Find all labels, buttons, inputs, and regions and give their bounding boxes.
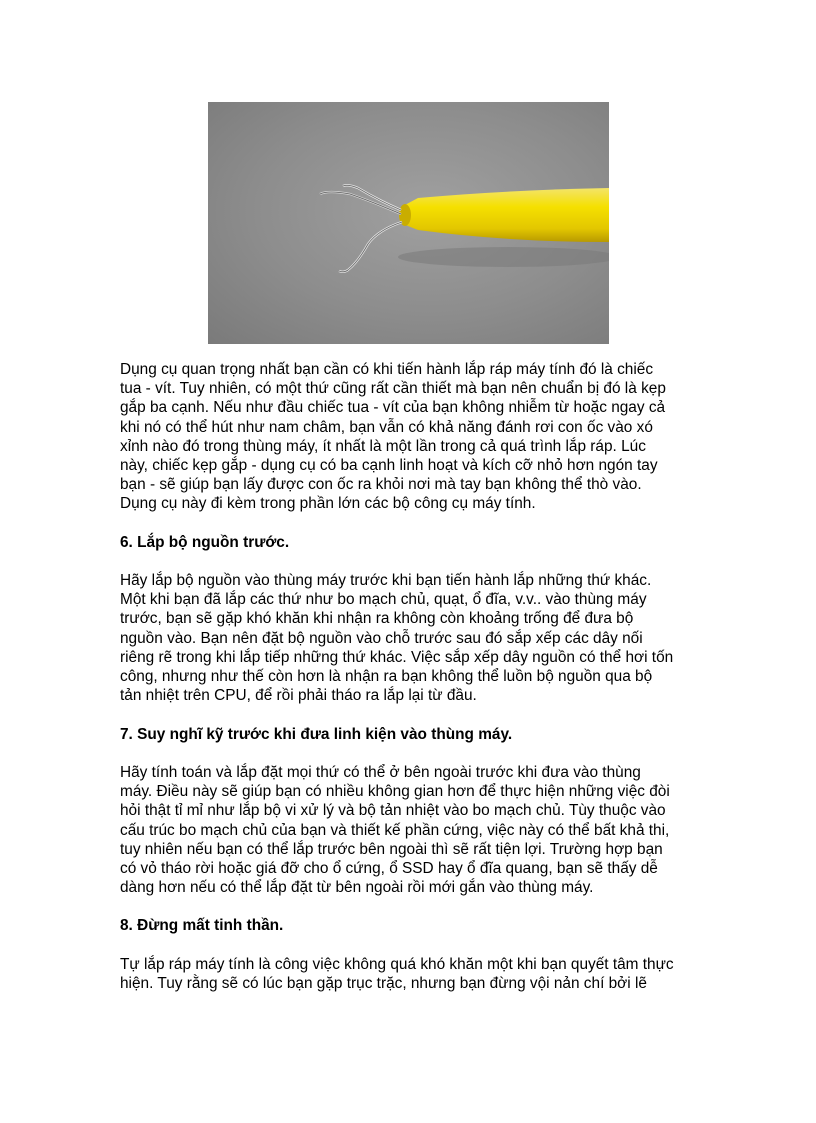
spacer (120, 897, 710, 916)
section-heading-7: 7. Suy nghĩ kỹ trước khi đưa linh kiện vào thùng máy. (120, 725, 513, 743)
article-text (120, 360, 710, 993)
paragraph-line: trước, bạn sẽ gặp khó khăn khi nhận ra không còn khoảng trống để đưa bộ (120, 610, 634, 628)
paragraph-line: máy. Điều này sẽ giúp bạn có nhiều không gian hơn để thực hiện những việc đòi (120, 783, 670, 801)
paragraph-line: bạn - sẽ giúp bạn lấy được con ốc ra khỏi nơi mà tay bạn không thể thò vào. (120, 476, 642, 494)
paragraph-line: công, nhưng như thế còn hơn là nhận ra bạn không thể luồn bộ nguồn qua bộ (120, 668, 653, 685)
paragraph-line: này, chiếc kẹp gắp - dụng cụ có ba cạnh linh hoạt và kích cỡ nhỏ hơn ngón tay (120, 456, 658, 474)
paragraph-line: xỉnh nào đó trong thùng máy, ít nhất là một lần trong cả quá trình lắp ráp. Lúc (120, 437, 646, 455)
paragraph-line: dàng hơn nếu có thể lắp đặt từ bên ngoài rồi mới gắn vào thùng máy. (120, 879, 594, 897)
paragraph-line: có vỏ tháo rời hoặc giá đỡ cho ổ cứng, ổ SSD hay ổ đĩa quang, bạn sẽ thấy dễ (120, 859, 658, 877)
paragraph-line: cấu trúc bo mạch chủ của bạn và thiết kế phần cứng, việc này có thể bất khả thi, (120, 821, 670, 839)
paragraph-line: Một khi bạn đã lắp các thứ như bo mạch chủ, quạt, ổ đĩa, v.v.. vào thùng máy (120, 591, 647, 609)
paragraph-line: tản nhiệt trên CPU, để rồi phải tháo ra lắp lại từ đầu. (120, 687, 477, 705)
paragraph-line: Dụng cụ quan trọng nhất bạn cần có khi tiến hành lắp ráp máy tính đó là chiếc (120, 361, 654, 378)
paragraph-line: hỏi thật tỉ mỉ như lắp bộ vi xử lý và bộ tản nhiệt vào bo mạch chủ. Tùy thuộc vào (120, 802, 666, 820)
tweezers-photo (208, 102, 609, 344)
paragraph-line: gắp ba cạnh. Nếu như đầu chiếc tua - vít của bạn không nhiễm từ hoặc ngay cả (120, 399, 666, 417)
paragraph-line: Dụng cụ này đi kèm trong phần lớn các bộ công cụ máy tính. (120, 495, 536, 513)
spacer (120, 744, 710, 763)
paragraph-line: riêng rẽ trong khi lắp tiếp những thứ khác. Việc sắp xếp dây nguồn có thể hơi tốn (120, 648, 674, 666)
paragraph-line: tuy nhiên nếu bạn có thể lắp trước bên ngoài thì sẽ rất tiện lợi. Trường hợp bạn (120, 840, 663, 858)
paragraph-line: Tự lắp ráp máy tính là công việc không quá khó khăn một khi bạn quyết tâm thực (120, 955, 674, 973)
section-heading-6: 6. Lắp bộ nguồn trước. (120, 533, 290, 551)
paragraph-line: hiện. Tuy rằng sẽ có lúc bạn gặp trục trặc, nhưng bạn đừng vội nản chí bởi lẽ (120, 975, 647, 992)
paragraph-line: tua - vít. Tuy nhiên, có một thứ cũng rất cần thiết mà bạn nên chuẩn bị đó là kẹp (120, 380, 666, 398)
spacer (120, 514, 710, 533)
paragraph-line: Hãy lắp bộ nguồn vào thùng máy trước khi bạn tiến hành lắp những thứ khác. (120, 572, 652, 590)
section-heading-8: 8. Đừng mất tinh thần. (120, 917, 284, 935)
paragraph-line: Hãy tính toán và lắp đặt mọi thứ có thể ở bên ngoài trước khi đưa vào thùng (120, 763, 641, 781)
spacer (120, 705, 710, 724)
spacer (120, 552, 710, 571)
spacer (120, 936, 710, 955)
paragraph-line: khi nó có thể hút như nam châm, bạn vẫn có khả năng đánh rơi con ốc vào xó (120, 418, 653, 436)
paragraph-line: nguồn vào. Bạn nên đặt bộ nguồn vào chỗ trước sau đó sắp xếp các dây nối (120, 629, 643, 647)
